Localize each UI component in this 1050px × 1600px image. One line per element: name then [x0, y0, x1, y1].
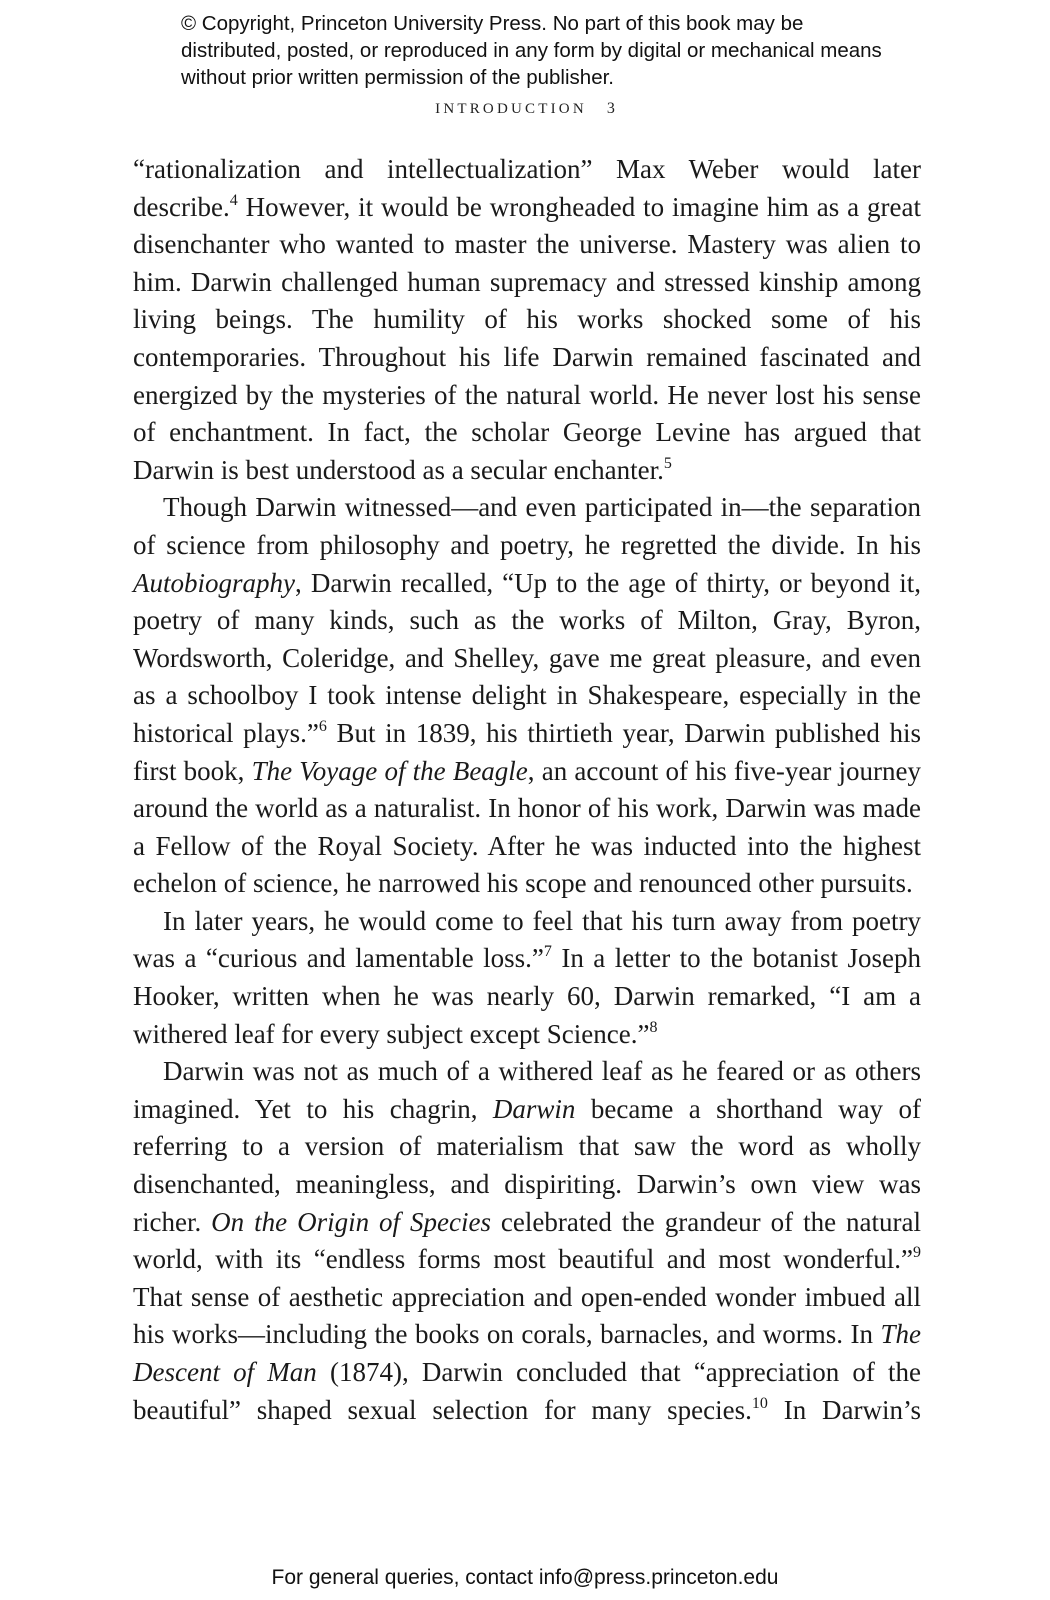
- text-run: , an account of his five-year journey around the world as a naturalist. In honor of his work, Darwin was made a Fellow of the Royal Society. After he was inducted into the highest echelon of science, he narrowed his scope and renounced other pursuits.: [133, 755, 922, 899]
- text-run: , Darwin recalled, “Up to the age of thirty, or beyond it, poetry of many kinds, such as the works of Milton, Gray, Byron, Wordsworth, Coleridge, and Shelley, gave me great pleasure, and even as a schoolboy I took intense delight in Shakespeare, especially in the historical plays.”: [133, 567, 921, 748]
- text-run: But in 1839, his thirtieth year, Darwin published his first book,: [133, 717, 921, 786]
- text-run: In a letter to the botanist Joseph Hooker, written when he was nearly 60, Darwin remarked, “I am a withered leaf for every subject except Science.”: [133, 943, 921, 1049]
- book-title-descent: The Descent of Man: [133, 1319, 921, 1387]
- text-run: Darwin was not as much of a withered leaf as he feared or as others imagined. Yet to his chagrin,: [133, 1056, 921, 1124]
- text-run: However, it would be wrongheaded to imagine him as a great disenchanter who wanted to master the universe. Mastery was alien to him. Darwin challenged human supremacy and stressed kinship among living beings. The humility of his works shocked some of his contemporaries. Throughout his life Darwin remained fascinated and energized by the mysteries of the natural world. He never lost his sense of enchantment. In fact, the scholar George Levine has argued that Darwin is best understood as a secular enchanter.: [133, 191, 921, 485]
- footnote-ref-10: 10: [751, 1394, 768, 1412]
- text-run: “rationalization and intellectualization” Max Weber would later describe.: [133, 154, 921, 222]
- paragraph-4: [133, 1053, 921, 1429]
- footnote-ref-7: 7: [543, 943, 552, 961]
- page-number: 3: [606, 100, 615, 117]
- text-run: became a shorthand way of referring to a version of materialism that saw the word as wholly disenchanted, meaningless, and dispiriting. Darwin’s own view was richer.: [133, 1093, 921, 1237]
- text-run: Though Darwin witnessed—and even participated in—the separation of science from philosophy and poetry, he regretted the divide. In his: [133, 492, 921, 560]
- copyright-notice: © Copyright, Princeton University Press. No part of this book may be distributed, posted, or reproduced in any form by digital or mechanical means without prior written permission of the publisher.: [181, 12, 882, 89]
- footnote-ref-5: 5: [663, 454, 672, 472]
- footnote-ref-4: 4: [229, 191, 238, 209]
- paragraph-2: [133, 489, 921, 903]
- book-title-autobiography: Autobiography: [133, 567, 295, 598]
- footnote-ref-6: 6: [318, 717, 327, 735]
- body-text: [133, 151, 921, 1429]
- footnote-ref-8: 8: [649, 1018, 658, 1036]
- paragraph-3: [133, 903, 921, 1053]
- text-run: That sense of aesthetic appreciation and open-ended wonder imbued all his works—including the books on corals, barnacles, and worms. In: [133, 1281, 921, 1350]
- text-run: In Darwin’s: [767, 1394, 921, 1425]
- running-head-title: INTRODUCTION: [435, 101, 587, 117]
- running-head: [0, 100, 1050, 118]
- text-run: In later years, he would come to feel that his turn away from poetry was a “curious and lamentable loss.”: [133, 905, 921, 974]
- footnote-ref-9: 9: [913, 1244, 921, 1262]
- footer-contact: For general queries, contact info@press.princeton.edu: [271, 1566, 779, 1589]
- book-title-voyage: The Voyage of the Beagle: [251, 755, 528, 786]
- book-title-origin: On the Origin of Species: [211, 1206, 491, 1237]
- paragraph-1: [133, 151, 921, 489]
- text-run: celebrated the grandeur of the natural world, with its “endless forms most beautiful and most wonderful.”: [133, 1206, 921, 1275]
- text-run: (1874), Darwin concluded that “appreciation of the beautiful” shaped sexual selection for many species.: [133, 1357, 922, 1425]
- italic-darwin: Darwin: [492, 1093, 576, 1124]
